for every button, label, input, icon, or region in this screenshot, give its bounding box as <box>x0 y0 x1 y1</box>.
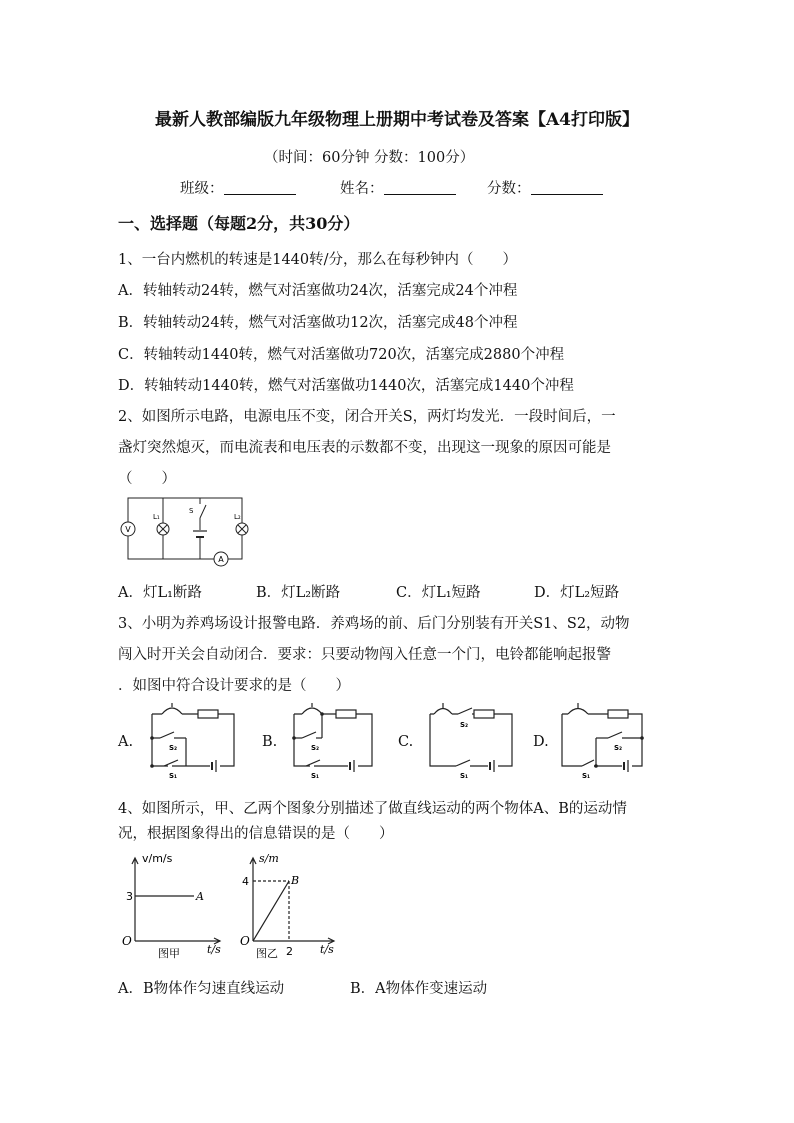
q4-stem-line1: 4、如图所示，甲、乙两个图象分别描述了做直线运动的两个物体A、B的运动情 <box>118 801 627 817</box>
q4-graph-b-xlabel: t/s <box>320 943 334 956</box>
q3-circuit-a <box>140 700 240 780</box>
q3-option-a: A. <box>118 734 134 750</box>
q3-stem-line2: 闯入时开关会自动闭合．要求：只要动物闯入任意一个门，电铃都能响起报警 <box>118 647 611 663</box>
svg-text:S₂: S₂ <box>311 744 320 752</box>
score-label: 分数： <box>487 181 531 197</box>
q2-stem-line1: 2、如图所示电路，电源电压不变，闭合开关S，两灯均发光．一段时间后，一 <box>118 409 616 425</box>
q4-graph-a <box>118 847 224 959</box>
q4-graph-a-caption: 图甲 <box>158 947 180 959</box>
q4-graph-b-point-label: B <box>291 874 300 887</box>
svg-text:S₂: S₂ <box>614 744 623 752</box>
name-field <box>340 177 456 198</box>
exam-time-score: （时间：60分钟 分数：100分） <box>264 150 475 166</box>
q2-option-a: A．灯L₁断路 <box>118 585 202 601</box>
q2-lamp2 <box>234 513 248 535</box>
svg-text:S₂: S₂ <box>169 744 178 752</box>
q3-circuit-d <box>556 700 656 780</box>
q4-graph-b-y-value: 4 <box>242 875 249 888</box>
svg-text:S₁: S₁ <box>582 772 591 780</box>
q3-option-b: B. <box>262 734 278 750</box>
q2-switch <box>189 504 206 518</box>
class-label: 班级： <box>180 181 224 197</box>
q4-graph-a-origin: O <box>122 934 132 948</box>
q4-option-a: A．B物体作匀速直线运动 <box>118 981 285 997</box>
q2-option-d: D．灯L₂短路 <box>534 585 620 601</box>
q1-option-d: D．转轴转动1440转，燃气对活塞做功1440次，活塞完成1440个冲程 <box>118 378 574 394</box>
q2-option-c: C．灯L₁短路 <box>396 585 481 601</box>
q1-stem: 1、一台内燃机的转速是1440转/分，那么在每秒钟内（ ） <box>118 252 518 268</box>
q2-lamp1 <box>153 513 169 535</box>
q3-stem-line3: ．如图中符合设计要求的是（ ） <box>118 678 350 694</box>
q1-option-b: B．转轴转动24转，燃气对活塞做功12次，活塞完成48个冲程 <box>118 315 518 331</box>
page-title: 最新人教部编版九年级物理上册期中考试卷及答案【A4打印版】 <box>154 110 640 130</box>
q4-option-b: B．A物体作变速运动 <box>350 981 488 997</box>
q3-option-d: D. <box>533 734 549 750</box>
q2-circuit-figure <box>115 492 255 570</box>
q4-graph-b-line-b <box>253 881 289 941</box>
svg-text:S₁: S₁ <box>460 772 469 780</box>
svg-text:S: S <box>189 507 194 515</box>
q2-ammeter <box>214 552 228 566</box>
score-blank[interactable] <box>531 180 603 195</box>
svg-text:L₂: L₂ <box>234 513 241 521</box>
svg-text:S₂: S₂ <box>460 721 469 729</box>
class-field <box>180 177 296 198</box>
q4-graph-b-ylabel: s/m <box>259 852 279 865</box>
q2-stem-line3: （ ） <box>118 471 176 487</box>
name-blank[interactable] <box>384 180 456 195</box>
score-field <box>487 177 603 198</box>
svg-text:L₁: L₁ <box>153 513 160 521</box>
q4-graph-b-caption: 图乙 <box>256 947 278 959</box>
q3-circuit-c <box>422 700 522 780</box>
q3-circuit-b <box>282 700 382 780</box>
q3-option-c: C. <box>398 734 414 750</box>
q4-graph-a-xlabel: t/s <box>207 943 221 956</box>
q2-battery <box>193 530 207 538</box>
q4-graph-b-origin: O <box>240 934 250 948</box>
name-label: 姓名： <box>340 181 384 197</box>
q2-stem-line2: 盏灯突然熄灭，而电流表和电压表的示数都不变，出现这一现象的原因可能是 <box>118 440 611 456</box>
q3-stem-line1: 3、小明为养鸡场设计报警电路．养鸡场的前、后门分别装有开关S1、S2，动物 <box>118 616 630 632</box>
svg-text:S₁: S₁ <box>169 772 178 780</box>
q4-graph-b-x-value: 2 <box>286 945 293 958</box>
class-blank[interactable] <box>224 180 296 195</box>
q2-circuit-wires <box>128 498 242 559</box>
q4-graph-b <box>234 847 340 959</box>
q1-option-a: A．转轴转动24转，燃气对活塞做功24次，活塞完成24个冲程 <box>118 283 518 299</box>
q4-graph-a-value: 3 <box>126 890 133 903</box>
q4-graph-a-ylabel: v/m/s <box>142 852 173 865</box>
section-title: 一、选择题（每题2分，共30分） <box>118 214 360 233</box>
svg-text:S₁: S₁ <box>311 772 320 780</box>
q2-option-b: B．灯L₂断路 <box>256 585 341 601</box>
q2-voltmeter <box>121 522 135 536</box>
svg-text:A: A <box>218 555 224 564</box>
q4-stem-line2: 况，根据图象得出的信息错误的是（ ） <box>118 826 394 842</box>
q1-option-c: C．转轴转动1440转，燃气对活塞做功720次，活塞完成2880个冲程 <box>118 347 565 363</box>
q4-graph-a-line-label: A <box>196 890 204 903</box>
svg-text:V: V <box>125 525 131 534</box>
